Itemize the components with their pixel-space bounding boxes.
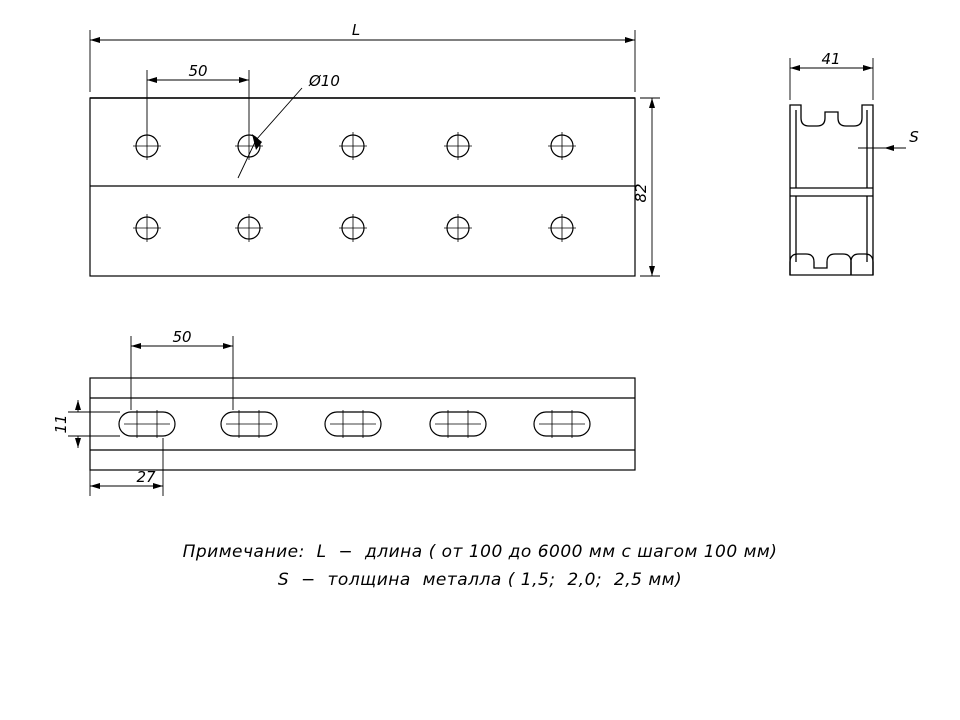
note-line-length: Примечание: L − длина ( от 100 до 6000 мм с шагом 100 мм): [182, 542, 778, 562]
dimension-slot-pitch-50: [131, 336, 233, 410]
note-block: [0, 538, 960, 594]
label-thickness-S: S: [909, 128, 919, 146]
front-view-holes-row-2: [133, 214, 576, 242]
label-slot-offset-27: 27: [136, 468, 156, 486]
side-view-slots: [119, 410, 590, 438]
dimension-slot-offset-27: [90, 438, 163, 496]
note-line-thickness: S − толщина металла ( 1,5; 2,0; 2,5 мм): [277, 570, 683, 590]
label-hole-pitch-50: 50: [188, 62, 208, 80]
front-view-outline: [90, 98, 635, 276]
dimension-length-L: [90, 30, 635, 92]
dimension-hole-diameter: [238, 88, 302, 178]
label-length-L: L: [351, 21, 361, 39]
label-slot-pitch-50: 50: [172, 328, 192, 346]
dimension-slot-height-11: [68, 400, 120, 448]
label-height-82: 82: [632, 183, 650, 203]
label-slot-height-11: 11: [52, 414, 70, 434]
front-view-holes-row-1: [133, 132, 576, 160]
label-section-width-41: 41: [821, 50, 841, 68]
cross-section-profile: [790, 105, 873, 275]
label-hole-diameter: Ø10: [309, 72, 340, 90]
